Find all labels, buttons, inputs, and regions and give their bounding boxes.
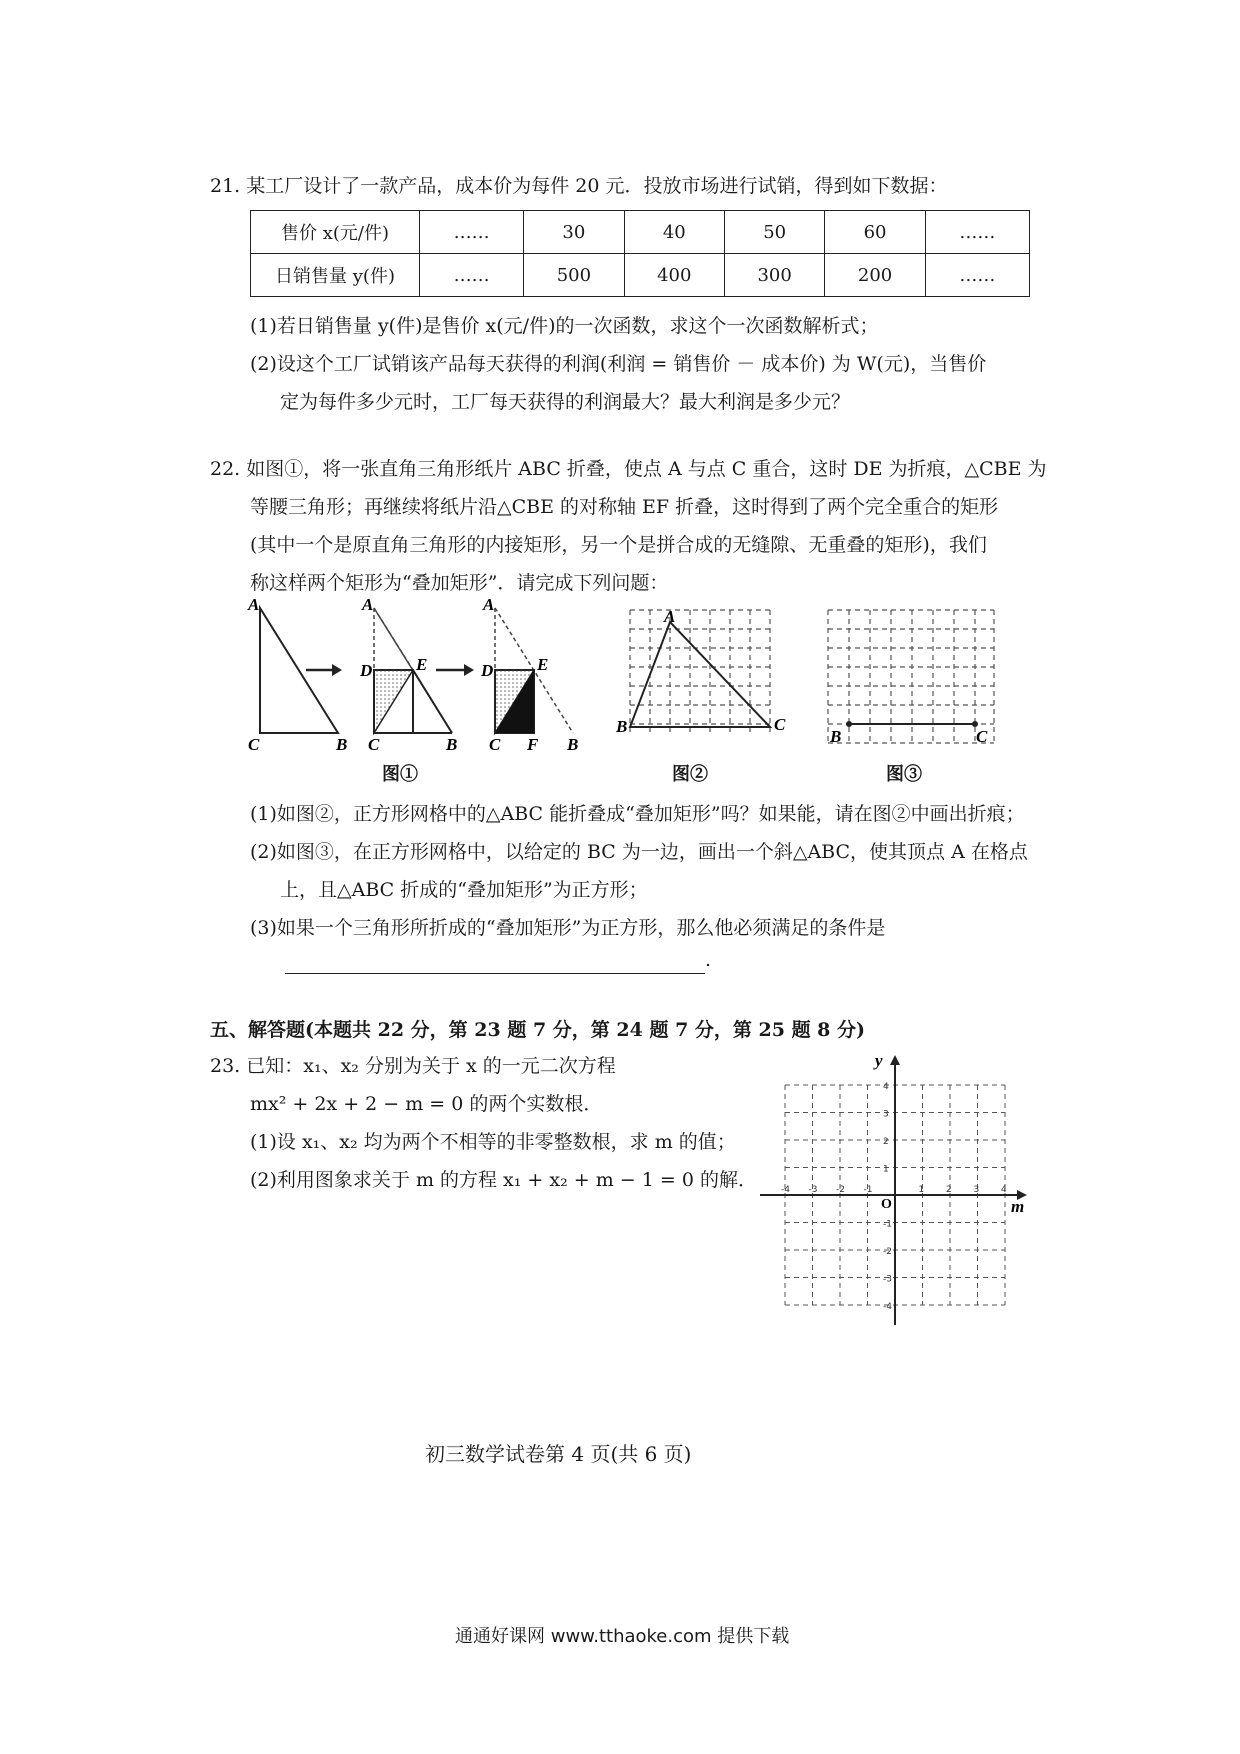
y-tick-label: 2: [883, 1137, 889, 1147]
q23-line2: mx² + 2x + 2 − m = 0 的两个实数根．: [250, 1093, 603, 1115]
label-b: B: [616, 717, 628, 736]
q22-line4: 称这样两个矩形为“叠加矩形”．请完成下列问题：: [250, 572, 669, 594]
y-tick-label: -2: [883, 1247, 892, 1257]
table-cell: 200: [825, 254, 925, 297]
table-header-sales: 日销售量 y(件): [251, 254, 420, 297]
answer-blank[interactable]: .: [285, 946, 711, 974]
q22-line2: 等腰三角形；再继续将纸片沿△CBE 的对称轴 EF 折叠，这时得到了两个完全重合的矩形: [250, 496, 999, 518]
table-row: [251, 211, 1030, 254]
label-e: E: [416, 655, 428, 674]
origin-label: O: [881, 1197, 892, 1212]
table-cell: 50: [724, 211, 824, 254]
section-5-title: 五、解答题(本题共 22 分，第 23 题 7 分，第 24 题 7 分，第 25 题 8 分): [210, 1019, 866, 1041]
figure-2-grid: [616, 600, 800, 760]
figure-3-caption: 图③: [886, 764, 922, 785]
q21-part2-line2: 定为每件多少元时，工厂每天获得的利润最大？最大利润是多少元？: [280, 391, 851, 413]
page-number: 初三数学试卷第 4 页(共 6 页): [425, 1442, 692, 1466]
x-tick-label: -4: [781, 1185, 790, 1195]
label-c: C: [976, 727, 988, 746]
q23-part1: (1)设 x₁、x₂ 均为两个不相等的非零整数根，求 m 的值；: [250, 1131, 736, 1153]
label-a: A: [362, 595, 374, 614]
q22-line1: 22. 如图①，将一张直角三角形纸片 ABC 折叠，使点 A 与点 C 重合，这时 DE 为折痕，△CBE 为: [210, 458, 1047, 480]
label-c: C: [489, 735, 501, 754]
label-d: D: [360, 661, 373, 680]
x-tick-label: 2: [946, 1185, 952, 1195]
label-b: B: [567, 735, 579, 754]
label-b: B: [336, 735, 348, 754]
sales-table: [250, 210, 1030, 297]
q21-intro: 21. 某工厂设计了一款产品，成本价为每件 20 元．投放市场进行试销，得到如下数据：: [210, 175, 948, 197]
arrow-head-icon: [464, 664, 474, 676]
table-cell: ……: [925, 254, 1029, 297]
q22-part2-line1: (2)如图③，在正方形网格中，以给定的 BC 为一边，画出一个斜△ABC，使其顶点 A 在格点: [250, 841, 1028, 863]
y-axis-label: y: [875, 1051, 883, 1070]
figure-1-folding: [240, 595, 600, 768]
q22-part2-line2: 上，且△ABC 折成的“叠加矩形”为正方形；: [280, 879, 648, 901]
label-f: F: [527, 735, 539, 754]
label-c: C: [248, 735, 260, 754]
y-tick-label: -1: [883, 1219, 892, 1230]
table-cell: 30: [524, 211, 624, 254]
q23-line1: 23. 已知：x₁、x₂ 分别为关于 x 的一元二次方程: [210, 1055, 616, 1077]
table-cell: ……: [420, 254, 524, 297]
q22-part1: (1)如图②，正方形网格中的△ABC 能折叠成“叠加矩形”吗？如果能，请在图②中画出折痕；: [250, 803, 1025, 825]
q21-part1: (1)若日销售量 y(件)是售价 x(元/件)的一次函数，求这个一次函数解析式；: [250, 315, 879, 337]
table-cell: 400: [624, 254, 724, 297]
coordinate-grid: [755, 1050, 1035, 1330]
arrow-head-icon: [332, 664, 342, 676]
x-tick-label: -3: [808, 1185, 818, 1195]
source-credit: 通通好课网 www.tthaoke.com 提供下载: [455, 1626, 790, 1647]
q22-line3: (其中一个是原直角三角形的内接矩形，另一个是拼合成的无缝隙、无重叠的矩形)，我们: [250, 534, 987, 556]
y-tick-label: 1: [883, 1164, 889, 1175]
label-e: E: [537, 655, 549, 674]
q21-part2-line1: (2)设这个工厂试销该产品每天获得的利润(利润 = 销售价 － 成本价) 为 W(元)，当售价: [250, 353, 987, 375]
x-tick-label: 1: [918, 1185, 925, 1195]
y-tick-label: 3: [883, 1109, 889, 1120]
x-tick-label: -2: [836, 1185, 845, 1195]
table-cell: 40: [624, 211, 724, 254]
y-axis-arrow-icon: [890, 1055, 900, 1065]
edge-eb: [413, 670, 452, 733]
table-cell: 300: [724, 254, 824, 297]
y-tick-label: 4: [883, 1082, 889, 1092]
x-tick-label: -1: [863, 1185, 873, 1195]
x-tick-label: 4: [1001, 1185, 1007, 1195]
x-tick-label: 3: [973, 1185, 980, 1195]
label-a: A: [248, 595, 260, 614]
table-row: [251, 254, 1030, 297]
label-b: B: [446, 735, 458, 754]
table-cell: 60: [825, 211, 925, 254]
table-cell: ……: [420, 211, 524, 254]
label-a: A: [664, 607, 676, 626]
folded-triangle: [374, 670, 413, 733]
label-d: D: [481, 661, 494, 680]
y-tick-label: -4: [883, 1302, 892, 1312]
table-cell: ……: [925, 211, 1029, 254]
x-axis-label: m: [1011, 1197, 1025, 1216]
triangle-abc: [630, 622, 770, 727]
q23-part2: (2)利用图象求关于 m 的方程 x₁ + x₂ + m − 1 = 0 的解．: [250, 1169, 757, 1191]
table-cell: 500: [524, 254, 624, 297]
label-c: C: [368, 735, 380, 754]
y-tick-label: -3: [883, 1274, 892, 1285]
table-header-price: 售价 x(元/件): [251, 211, 420, 254]
q22-part3: (3)如果一个三角形所折成的“叠加矩形”为正方形，那么他必须满足的条件是: [250, 917, 886, 939]
label-c: C: [774, 715, 786, 734]
point-b: [846, 721, 852, 727]
figure-1-caption: 图①: [382, 764, 418, 785]
label-b: B: [830, 727, 842, 746]
figure-3-grid: [818, 600, 1008, 760]
label-a: A: [483, 595, 495, 614]
figure-2-caption: 图②: [672, 764, 708, 785]
